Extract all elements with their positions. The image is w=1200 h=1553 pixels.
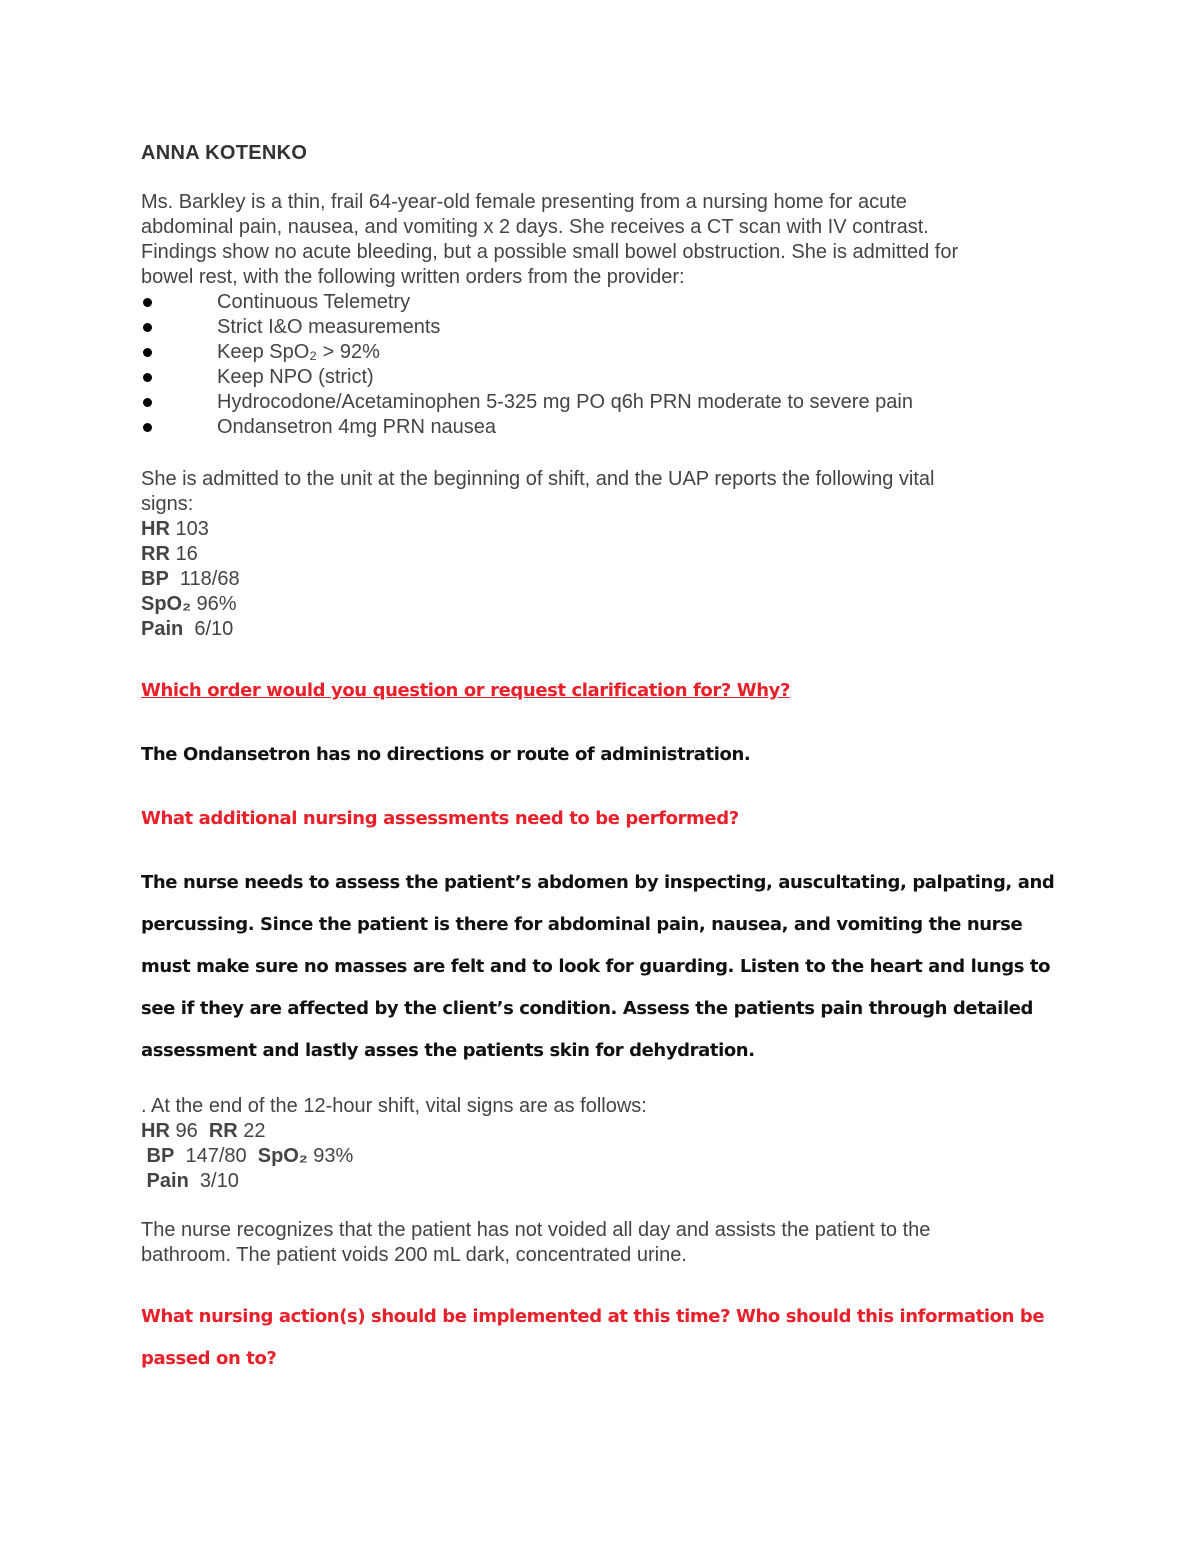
- admit-line: She is admitted to the unit at the beginning of shift, and the UAP reports the following vital: [141, 468, 935, 490]
- intro-line: bowel rest, with the following written orders from the provider:: [141, 266, 685, 288]
- question-3-line: passed on to?: [141, 1348, 277, 1369]
- bullet-icon: [143, 348, 152, 357]
- order-item: Strict I&O measurements: [141, 315, 1061, 340]
- order-item: Keep SpO₂ > 92%: [141, 340, 1061, 365]
- intro-line: abdominal pain, nausea, and vomiting x 2 days. She receives a CT scan with IV contrast.: [141, 216, 929, 238]
- question-2: What additional nursing assessments need to be performed?: [141, 808, 739, 829]
- end-vital-bp-spo2: BP 147/80 SpO₂ 93%: [141, 1145, 354, 1167]
- bullet-icon: [143, 298, 152, 307]
- answer-2-line: assessment and lastly asses the patients skin for dehydration.: [141, 1040, 755, 1061]
- admission-vitals: [141, 517, 1061, 642]
- answer-2-line: see if they are affected by the client’s condition. Assess the patients pain through detailed: [141, 998, 1034, 1019]
- admission-paragraph: [141, 467, 1061, 517]
- scenario-intro: [141, 190, 1061, 290]
- order-item: Hydrocodone/Acetaminophen 5-325 mg PO q6h PRN moderate to severe pain: [141, 390, 1061, 415]
- bullet-icon: [143, 373, 152, 382]
- void-note-line: The nurse recognizes that the patient has not voided all day and assists the patient to the: [141, 1219, 931, 1241]
- bullet-icon: [143, 423, 152, 432]
- vital-pain: Pain 6/10: [141, 618, 234, 640]
- vital-bp: BP 118/68: [141, 568, 240, 590]
- answer-2-line: The nurse needs to assess the patient’s abdomen by inspecting, auscultating, palpating, and: [141, 872, 1055, 893]
- end-vital-pain: Pain 3/10: [141, 1170, 239, 1192]
- end-shift-intro: . At the end of the 12-hour shift, vital signs are as follows:: [141, 1095, 647, 1117]
- end-vital-hr-rr: HR 96 RR 22: [141, 1120, 266, 1142]
- bullet-icon: [143, 398, 152, 407]
- void-note: [141, 1218, 1061, 1268]
- vital-rr: RR 16: [141, 543, 198, 565]
- intro-line: Ms. Barkley is a thin, frail 64-year-old female presenting from a nursing home for acute: [141, 191, 907, 213]
- answer-1: The Ondansetron has no directions or route of administration.: [141, 744, 751, 765]
- answer-2: [141, 862, 1061, 1072]
- vital-spo2: SpO₂ 96%: [141, 593, 237, 615]
- author-heading: ANNA KOTENKO: [141, 142, 308, 164]
- question-3: [141, 1296, 1061, 1380]
- order-item: Keep NPO (strict): [141, 365, 1061, 390]
- intro-line: Findings show no acute bleeding, but a possible small bowel obstruction. She is admitted for: [141, 241, 959, 263]
- end-shift-vitals: [141, 1094, 1061, 1194]
- order-item: Continuous Telemetry: [141, 290, 1061, 315]
- bullet-icon: [143, 323, 152, 332]
- void-note-line: bathroom. The patient voids 200 mL dark, concentrated urine.: [141, 1244, 687, 1266]
- orders-list: [141, 290, 1061, 440]
- admit-line: signs:: [141, 493, 194, 515]
- vital-hr: HR 103: [141, 518, 209, 540]
- answer-2-line: must make sure no masses are felt and to look for guarding. Listen to the heart and lungs to: [141, 956, 1051, 977]
- question-1: Which order would you question or request clarification for? Why?: [141, 680, 791, 701]
- question-3-line: What nursing action(s) should be implemented at this time? Who should this information be: [141, 1306, 1045, 1327]
- answer-2-line: percussing. Since the patient is there for abdominal pain, nausea, and vomiting the nurse: [141, 914, 1023, 935]
- order-item: Ondansetron 4mg PRN nausea: [141, 415, 1061, 440]
